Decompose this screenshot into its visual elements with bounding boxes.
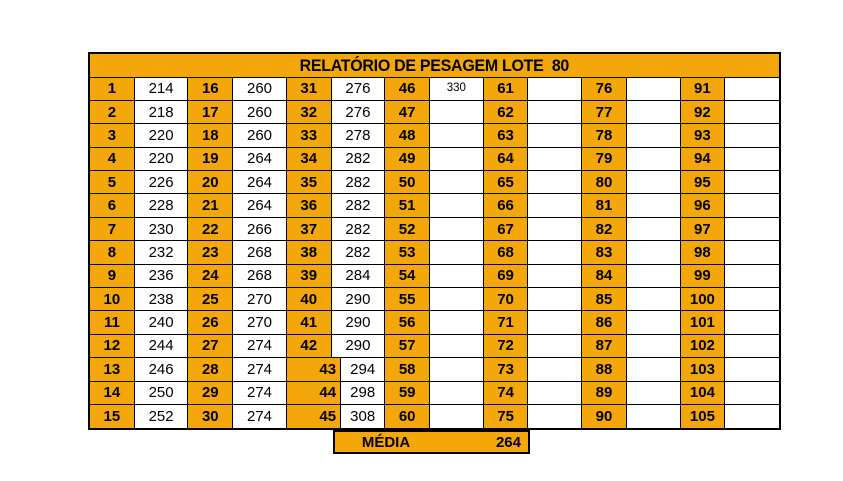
value-cell-37[interactable]: 282: [332, 218, 386, 240]
number-cell-6: 6: [90, 194, 135, 216]
value-cell-103[interactable]: [725, 358, 779, 380]
number-cell-30: 30: [188, 405, 233, 428]
number-cell-11: 11: [90, 311, 135, 333]
number-cell-66: 66: [484, 194, 529, 216]
number-cell-67: 67: [484, 218, 529, 240]
number-cell-92: 92: [681, 101, 726, 123]
number-cell-37: 37: [287, 218, 332, 240]
number-cell-10: 10: [90, 288, 135, 310]
number-cell-36: 36: [287, 194, 332, 216]
table-row: [90, 265, 779, 288]
number-cell-95: 95: [681, 171, 726, 193]
value-cell-31[interactable]: 276: [332, 78, 386, 100]
number-cell-55: 55: [385, 288, 430, 310]
number-cell-57: 57: [385, 335, 430, 357]
value-cell-80[interactable]: [627, 171, 681, 193]
number-cell-29: 29: [188, 382, 233, 404]
table-row: [90, 124, 779, 147]
number-cell-101: 101: [681, 311, 726, 333]
number-cell-5: 5: [90, 171, 135, 193]
value-cell-55[interactable]: [430, 288, 484, 310]
value-cell-40[interactable]: 290: [332, 288, 386, 310]
number-cell-98: 98: [681, 241, 726, 263]
number-cell-42: 42: [287, 335, 332, 357]
value-cell-50[interactable]: [430, 171, 484, 193]
number-cell-56: 56: [385, 311, 430, 333]
number-cell-45: 45: [287, 405, 341, 428]
number-cell-80: 80: [582, 171, 627, 193]
number-cell-81: 81: [582, 194, 627, 216]
value-cell-101[interactable]: [725, 311, 779, 333]
value-cell-75[interactable]: [528, 405, 582, 428]
value-cell-1[interactable]: 214: [135, 78, 189, 100]
number-cell-2: 2: [90, 101, 135, 123]
value-cell-11[interactable]: 240: [135, 311, 189, 333]
number-cell-79: 79: [582, 148, 627, 170]
value-cell-5[interactable]: 226: [135, 171, 189, 193]
table-row: [90, 382, 779, 405]
number-cell-74: 74: [484, 382, 529, 404]
value-cell-85[interactable]: [627, 288, 681, 310]
number-cell-61: 61: [484, 78, 529, 100]
value-cell-7[interactable]: 230: [135, 218, 189, 240]
number-cell-38: 38: [287, 241, 332, 263]
value-cell-69[interactable]: [528, 265, 582, 287]
number-cell-27: 27: [188, 335, 233, 357]
value-cell-105[interactable]: [725, 405, 779, 428]
number-cell-26: 26: [188, 311, 233, 333]
table-row: [90, 171, 779, 194]
value-cell-56[interactable]: [430, 311, 484, 333]
number-cell-43: 43: [287, 358, 341, 380]
value-cell-104[interactable]: [725, 382, 779, 404]
value-cell-93[interactable]: [725, 124, 779, 146]
number-cell-31: 31: [287, 78, 332, 100]
number-cell-12: 12: [90, 335, 135, 357]
value-cell-20[interactable]: 264: [233, 171, 287, 193]
table-row: [90, 335, 779, 358]
number-cell-64: 64: [484, 148, 529, 170]
value-cell-9[interactable]: 236: [135, 265, 189, 287]
table-row: [90, 148, 779, 171]
value-cell-76[interactable]: [627, 78, 681, 100]
number-cell-89: 89: [582, 382, 627, 404]
value-cell-18[interactable]: 260: [233, 124, 287, 146]
value-cell-94[interactable]: [725, 148, 779, 170]
number-cell-78: 78: [582, 124, 627, 146]
report-table: [88, 52, 781, 430]
value-cell-8[interactable]: 232: [135, 241, 189, 263]
value-cell-90[interactable]: [627, 405, 681, 428]
value-cell-87[interactable]: [627, 335, 681, 357]
number-cell-83: 83: [582, 241, 627, 263]
value-cell-2[interactable]: 218: [135, 101, 189, 123]
value-cell-95[interactable]: [725, 171, 779, 193]
number-cell-34: 34: [287, 148, 332, 170]
value-cell-47[interactable]: [430, 101, 484, 123]
value-cell-33[interactable]: 278: [332, 124, 386, 146]
number-cell-99: 99: [681, 265, 726, 287]
value-cell-57[interactable]: [430, 335, 484, 357]
weighing-report: [88, 52, 781, 454]
report-title: RELATÓRIO DE PESAGEM LOTE 80: [299, 55, 570, 75]
value-cell-41[interactable]: 290: [332, 311, 386, 333]
table-row: [90, 194, 779, 217]
value-cell-82[interactable]: [627, 218, 681, 240]
value-cell-86[interactable]: [627, 311, 681, 333]
number-cell-49: 49: [385, 148, 430, 170]
number-cell-72: 72: [484, 335, 529, 357]
number-cell-25: 25: [188, 288, 233, 310]
value-cell-68[interactable]: [528, 241, 582, 263]
value-cell-67[interactable]: [528, 218, 582, 240]
number-cell-41: 41: [287, 311, 332, 333]
value-cell-81[interactable]: [627, 194, 681, 216]
value-cell-34[interactable]: 282: [332, 148, 386, 170]
value-cell-52[interactable]: [430, 218, 484, 240]
value-cell-63[interactable]: [528, 124, 582, 146]
number-cell-97: 97: [681, 218, 726, 240]
value-cell-43[interactable]: 294: [341, 358, 385, 380]
value-cell-46[interactable]: 330: [430, 78, 484, 100]
report-title-bar: [90, 54, 779, 78]
number-cell-47: 47: [385, 101, 430, 123]
number-cell-71: 71: [484, 311, 529, 333]
number-cell-73: 73: [484, 358, 529, 380]
number-cell-3: 3: [90, 124, 135, 146]
number-cell-90: 90: [582, 405, 627, 428]
value-cell-44[interactable]: 298: [341, 382, 385, 404]
table-row: [90, 218, 779, 241]
value-cell-15[interactable]: 252: [135, 405, 189, 428]
number-cell-16: 16: [188, 78, 233, 100]
number-cell-15: 15: [90, 405, 135, 428]
value-cell-53[interactable]: [430, 241, 484, 263]
value-cell-72[interactable]: [528, 335, 582, 357]
value-cell-12[interactable]: 244: [135, 335, 189, 357]
table-row: [90, 101, 779, 124]
value-cell-74[interactable]: [528, 382, 582, 404]
value-cell-97[interactable]: [725, 218, 779, 240]
value-cell-78[interactable]: [627, 124, 681, 146]
number-cell-75: 75: [484, 405, 529, 428]
number-cell-100: 100: [681, 288, 726, 310]
value-cell-6[interactable]: 228: [135, 194, 189, 216]
number-cell-85: 85: [582, 288, 627, 310]
table-row: [90, 311, 779, 334]
value-cell-61[interactable]: [528, 78, 582, 100]
number-cell-21: 21: [188, 194, 233, 216]
number-cell-76: 76: [582, 78, 627, 100]
number-cell-102: 102: [681, 335, 726, 357]
number-cell-44: 44: [287, 382, 341, 404]
value-cell-102[interactable]: [725, 335, 779, 357]
value-cell-65[interactable]: [528, 171, 582, 193]
value-cell-3[interactable]: 220: [135, 124, 189, 146]
value-cell-36[interactable]: 282: [332, 194, 386, 216]
report-grid-body: [90, 78, 779, 429]
value-cell-27[interactable]: 274: [233, 335, 287, 357]
value-cell-70[interactable]: [528, 288, 582, 310]
value-cell-16[interactable]: 260: [233, 78, 287, 100]
value-cell-89[interactable]: [627, 382, 681, 404]
value-cell-23[interactable]: 268: [233, 241, 287, 263]
number-cell-8: 8: [90, 241, 135, 263]
value-cell-35[interactable]: 282: [332, 171, 386, 193]
number-cell-105: 105: [681, 405, 726, 428]
value-cell-54[interactable]: [430, 265, 484, 287]
number-cell-48: 48: [385, 124, 430, 146]
number-cell-104: 104: [681, 382, 726, 404]
value-cell-91[interactable]: [725, 78, 779, 100]
value-cell-60[interactable]: [430, 405, 484, 428]
number-cell-13: 13: [90, 358, 135, 380]
value-cell-24[interactable]: 268: [233, 265, 287, 287]
value-cell-48[interactable]: [430, 124, 484, 146]
number-cell-24: 24: [188, 265, 233, 287]
number-cell-88: 88: [582, 358, 627, 380]
value-cell-83[interactable]: [627, 241, 681, 263]
value-cell-42[interactable]: 290: [332, 335, 386, 357]
value-cell-19[interactable]: 264: [233, 148, 287, 170]
value-cell-64[interactable]: [528, 148, 582, 170]
value-cell-30[interactable]: 274: [233, 405, 287, 428]
number-cell-59: 59: [385, 382, 430, 404]
value-cell-71[interactable]: [528, 311, 582, 333]
value-cell-73[interactable]: [528, 358, 582, 380]
value-cell-32[interactable]: 276: [332, 101, 386, 123]
value-cell-51[interactable]: [430, 194, 484, 216]
value-cell-17[interactable]: 260: [233, 101, 287, 123]
number-cell-4: 4: [90, 148, 135, 170]
number-cell-7: 7: [90, 218, 135, 240]
media-summary-bar: [333, 430, 530, 454]
value-cell-79[interactable]: [627, 148, 681, 170]
number-cell-50: 50: [385, 171, 430, 193]
value-cell-77[interactable]: [627, 101, 681, 123]
number-cell-93: 93: [681, 124, 726, 146]
value-cell-22[interactable]: 266: [233, 218, 287, 240]
value-cell-62[interactable]: [528, 101, 582, 123]
number-cell-32: 32: [287, 101, 332, 123]
value-cell-26[interactable]: 270: [233, 311, 287, 333]
number-cell-60: 60: [385, 405, 430, 428]
value-cell-49[interactable]: [430, 148, 484, 170]
number-cell-87: 87: [582, 335, 627, 357]
number-cell-54: 54: [385, 265, 430, 287]
value-cell-92[interactable]: [725, 101, 779, 123]
number-cell-51: 51: [385, 194, 430, 216]
number-cell-19: 19: [188, 148, 233, 170]
number-cell-17: 17: [188, 101, 233, 123]
value-cell-66[interactable]: [528, 194, 582, 216]
number-cell-82: 82: [582, 218, 627, 240]
table-row: [90, 78, 779, 101]
number-cell-63: 63: [484, 124, 529, 146]
value-cell-58[interactable]: [430, 358, 484, 380]
value-cell-88[interactable]: [627, 358, 681, 380]
number-cell-39: 39: [287, 265, 332, 287]
number-cell-70: 70: [484, 288, 529, 310]
number-cell-69: 69: [484, 265, 529, 287]
number-cell-94: 94: [681, 148, 726, 170]
number-cell-77: 77: [582, 101, 627, 123]
number-cell-14: 14: [90, 382, 135, 404]
number-cell-33: 33: [287, 124, 332, 146]
media-label: MÉDIA: [361, 433, 411, 451]
number-cell-91: 91: [681, 78, 726, 100]
number-cell-9: 9: [90, 265, 135, 287]
value-cell-29[interactable]: 274: [233, 382, 287, 404]
table-row: [90, 405, 779, 428]
number-cell-52: 52: [385, 218, 430, 240]
number-cell-65: 65: [484, 171, 529, 193]
value-cell-96[interactable]: [725, 194, 779, 216]
number-cell-46: 46: [385, 78, 430, 100]
table-row: [90, 288, 779, 311]
value-cell-100[interactable]: [725, 288, 779, 310]
value-cell-14[interactable]: 250: [135, 382, 189, 404]
value-cell-4[interactable]: 220: [135, 148, 189, 170]
number-cell-58: 58: [385, 358, 430, 380]
value-cell-45[interactable]: 308: [341, 405, 385, 428]
number-cell-84: 84: [582, 265, 627, 287]
value-cell-25[interactable]: 270: [233, 288, 287, 310]
number-cell-86: 86: [582, 311, 627, 333]
media-value-cell[interactable]: 264: [495, 433, 521, 451]
value-cell-28[interactable]: 274: [233, 358, 287, 380]
number-cell-23: 23: [188, 241, 233, 263]
number-cell-53: 53: [385, 241, 430, 263]
number-cell-40: 40: [287, 288, 332, 310]
number-cell-62: 62: [484, 101, 529, 123]
value-cell-98[interactable]: [725, 241, 779, 263]
number-cell-20: 20: [188, 171, 233, 193]
number-cell-18: 18: [188, 124, 233, 146]
value-cell-84[interactable]: [627, 265, 681, 287]
value-cell-99[interactable]: [725, 265, 779, 287]
value-cell-21[interactable]: 264: [233, 194, 287, 216]
value-cell-13[interactable]: 246: [135, 358, 189, 380]
value-cell-38[interactable]: 282: [332, 241, 386, 263]
number-cell-96: 96: [681, 194, 726, 216]
number-cell-103: 103: [681, 358, 726, 380]
value-cell-10[interactable]: 238: [135, 288, 189, 310]
table-row: [90, 241, 779, 264]
number-cell-28: 28: [188, 358, 233, 380]
number-cell-68: 68: [484, 241, 529, 263]
value-cell-59[interactable]: [430, 382, 484, 404]
number-cell-35: 35: [287, 171, 332, 193]
number-cell-1: 1: [90, 78, 135, 100]
table-row: [90, 358, 779, 381]
value-cell-39[interactable]: 284: [332, 265, 386, 287]
number-cell-22: 22: [188, 218, 233, 240]
